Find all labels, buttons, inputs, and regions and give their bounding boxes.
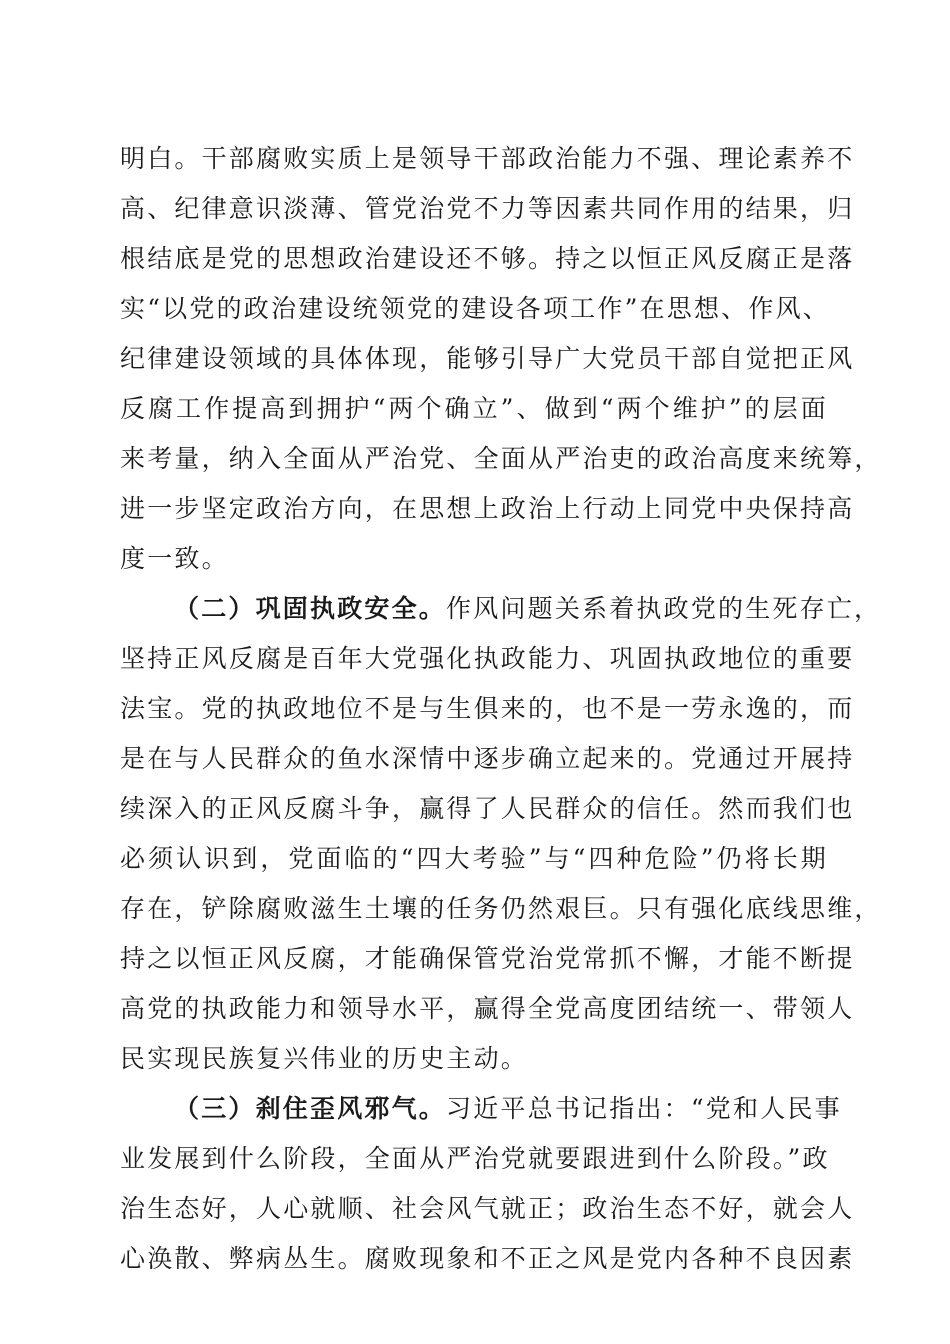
- section-heading: （二）巩固执政安全。: [174, 594, 447, 623]
- text-line: 实“以党的政治建设统领党的建设各项工作”在思想、作风、: [120, 294, 830, 323]
- text-line: 高、纪律意识淡薄、管党治党不力等因素共同作用的结果，归: [120, 194, 855, 223]
- section-first-line: [120, 584, 882, 634]
- text-line: 反腐工作提高到拥护“两个确立”、做到“两个维护”的层面: [120, 394, 828, 423]
- section-lead-text: 作风问题关系着执政党的生死存亡，: [446, 594, 882, 623]
- paragraph-section-2: [120, 584, 882, 1084]
- text-line: 法宝。党的执政地位不是与生俱来的，也不是一劳永逸的，而: [120, 694, 855, 723]
- text-line: 高党的执政能力和领导水平，赢得全党高度团结统一、带领人: [120, 994, 855, 1023]
- text-line: 业发展到什么阶段，全面从严治党就要跟进到什么阶段。”政: [120, 1144, 830, 1173]
- text-line: 坚持正风反腐是百年大党强化执政能力、巩固执政地位的重要: [120, 644, 855, 673]
- section-first-line: [120, 1084, 842, 1134]
- text-line: 必须认识到，党面临的“四大考验”与“四种危险”仍将长期: [120, 844, 828, 873]
- text-line: 明白。干部腐败实质上是领导干部政治能力不强、理论素养不: [120, 144, 855, 173]
- text-line: 民实现民族复兴伟业的历史主动。: [120, 1044, 529, 1073]
- text-line: 进一步坚定政治方向，在思想上政治上行动上同党中央保持高: [120, 494, 855, 523]
- paragraph-section-3: [120, 1084, 855, 1284]
- text-line: 根结底是党的思想政治建设还不够。持之以恒正风反腐正是落: [120, 244, 855, 273]
- text-line: 持之以恒正风反腐，才能确保管党治党常抓不懈，才能不断提: [120, 944, 855, 973]
- document-body: [120, 134, 882, 1284]
- text-line: 存在，铲除腐败滋生土壤的任务仍然艰巨。只有强化底线思维，: [120, 894, 882, 923]
- text-line: 纪律建设领域的具体体现，能够引导广大党员干部自觉把正风: [120, 344, 855, 373]
- text-line: 是在与人民群众的鱼水深情中逐步确立起来的。党通过开展持: [120, 744, 855, 773]
- text-line: 度一致。: [120, 544, 229, 573]
- text-line: 来考量，纳入全面从严治党、全面从严治吏的政治高度来统筹，: [120, 444, 882, 473]
- paragraph-continuation: [120, 134, 882, 584]
- text-line: 心涣散、弊病丛生。腐败现象和不正之风是党内各种不良因素: [120, 1244, 855, 1273]
- section-heading: （三）刹住歪风邪气。: [174, 1094, 447, 1123]
- section-lead-text: 习近平总书记指出：“党和人民事: [446, 1094, 842, 1123]
- text-line: 治生态好，人心就顺、社会风气就正；政治生态不好，就会人: [120, 1194, 855, 1223]
- text-line: 续深入的正风反腐斗争，赢得了人民群众的信任。然而我们也: [120, 794, 855, 823]
